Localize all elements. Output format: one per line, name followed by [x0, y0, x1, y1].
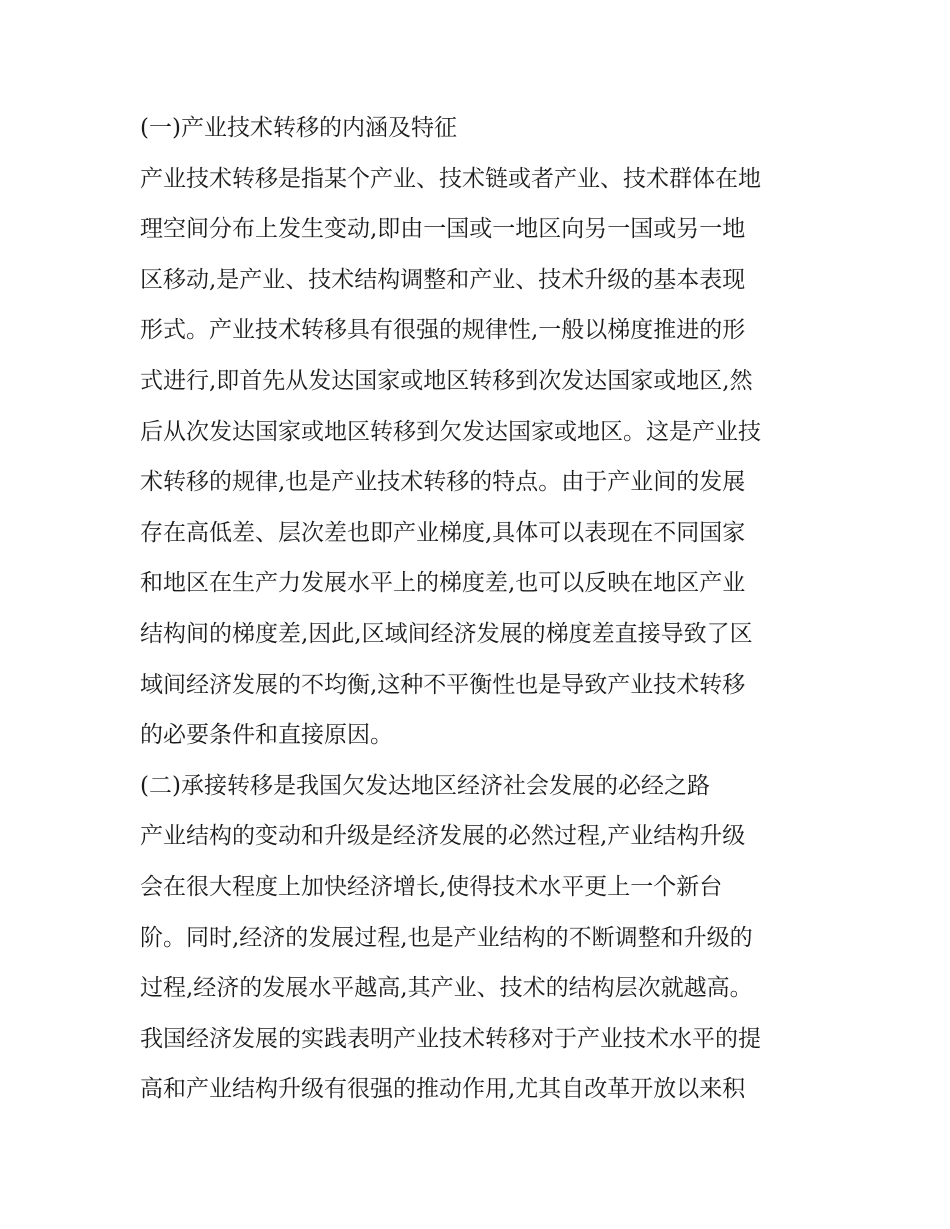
text-line: 域间经济发展的不均衡,这种不平衡性也是导致产业技术转移 [140, 671, 746, 698]
text-line: 术转移的规律,也是产业技术转移的特点。由于产业间的发展 [140, 469, 746, 496]
text-line: 理空间分布上发生变动,即由一国或一地区向另一国或另一地 [140, 216, 746, 243]
text-line: 形式。产业技术转移具有很强的规律性,一般以梯度推进的形 [140, 317, 746, 344]
text-line: 式进行,即首先从发达国家或地区转移到次发达国家或地区,然 [140, 367, 753, 394]
text-line: 过程,经济的发展水平越高,其产业、技术的结构层次就越高。 [140, 975, 753, 1002]
text-line: 的必要条件和直接原因。 [140, 722, 393, 749]
text-line: 高和产业结构升级有很强的推动作用,尤其自改革开放以来积 [140, 1076, 746, 1103]
text-line: 存在高低差、层次差也即产业梯度,具体可以表现在不同国家 [140, 519, 746, 546]
text-line: 会在很大程度上加快经济增长,使得技术水平更上一个新台 [140, 873, 723, 900]
document-body [140, 103, 820, 1115]
text-line: 区移动,是产业、技术结构调整和产业、技术升级的基本表现 [140, 266, 746, 293]
text-line: 后从次发达国家或地区转移到欠发达国家或地区。这是产业技 [140, 418, 761, 445]
section-heading-2: (二)承接转移是我国欠发达地区经济社会发展的必经之路 [140, 772, 710, 799]
text-line: 产业结构的变动和升级是经济发展的必然过程,产业结构升级 [140, 823, 746, 850]
text-line: 和地区在生产力发展水平上的梯度差,也可以反映在地区产业 [140, 570, 746, 597]
text-line: 我国经济发展的实践表明产业技术转移对于产业技术水平的提 [140, 1025, 761, 1052]
text-line: 阶。同时,经济的发展过程,也是产业结构的不断调整和升级的 [140, 924, 753, 951]
section-heading-1: (一)产业技术转移的内涵及特征 [140, 115, 457, 141]
text-line: 产业技术转移是指某个产业、技术链或者产业、技术群体在地 [140, 165, 761, 192]
text-line: 结构间的梯度差,因此,区域间经济发展的梯度差直接导致了区 [140, 620, 753, 647]
